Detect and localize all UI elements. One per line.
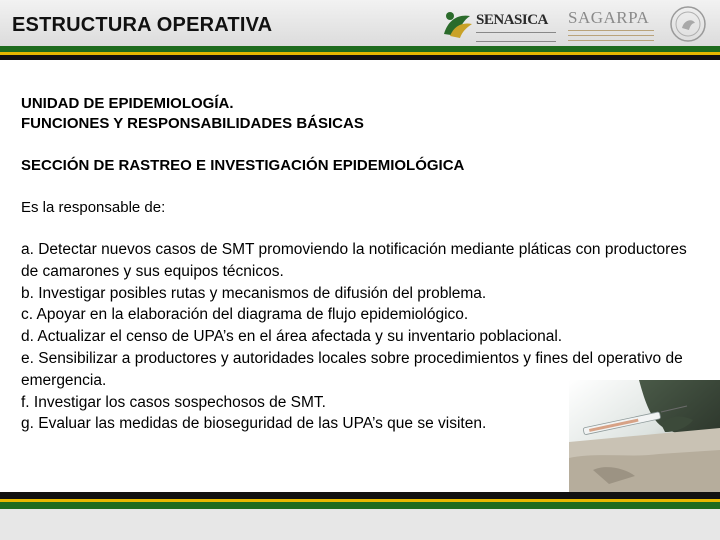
logos-group xyxy=(430,4,720,44)
list-item: e. Sensibilizar a productores y autoridades locales sobre procedimientos y fines del operativo de emergencia. xyxy=(21,349,683,389)
senasica-logo xyxy=(440,6,560,42)
unit-heading-line-1: UNIDAD DE EPIDEMIOLOGÍA. xyxy=(21,95,234,112)
list-item: f. Investigar los casos sospechosos de SMT. xyxy=(21,393,326,411)
mexico-seal-icon xyxy=(668,4,708,44)
sagarpa-subtitle-lines xyxy=(568,30,654,45)
list-item: a. Detectar nuevos casos de SMT promoviendo la notificación mediante pláticas con productores de camarones y sus equipos técnicos. xyxy=(21,241,687,280)
section-heading: SECCIÓN DE RASTREO E INVESTIGACIÓN EPIDEMIOLÓGICA xyxy=(21,157,465,174)
sagarpa-wordmark: SAGARPA xyxy=(568,8,650,27)
header-stripe-black xyxy=(0,55,720,60)
footer-stripes xyxy=(0,492,720,540)
unit-heading xyxy=(21,94,701,134)
senasica-emblem-icon xyxy=(440,6,476,42)
page-title: ESTRUCTURA OPERATIVA xyxy=(12,14,273,36)
list-item: d. Actualizar el censo de UPA’s en el área afectada y su inventario poblacional. xyxy=(21,328,563,346)
syringe-photo-illustration xyxy=(569,380,720,492)
senasica-wordmark: SENASICA xyxy=(476,12,548,28)
list-item: b. Investigar posibles rutas y mecanismos de difusión del problema. xyxy=(21,284,487,302)
sagarpa-logo xyxy=(564,8,660,44)
list-item: g. Evaluar las medidas de bioseguridad de las UPA’s que se visiten. xyxy=(21,415,487,433)
unit-heading-line-2: FUNCIONES Y RESPONSABILIDADES BÁSICAS xyxy=(21,115,364,132)
list-item: c. Apoyar en la elaboración del diagrama de flujo epidemiológico. xyxy=(21,306,469,324)
header-bar xyxy=(0,0,720,46)
syringe-photo xyxy=(569,380,720,492)
intro-text: Es la responsable de: xyxy=(21,199,166,216)
senasica-subtitle-lines xyxy=(476,32,556,42)
